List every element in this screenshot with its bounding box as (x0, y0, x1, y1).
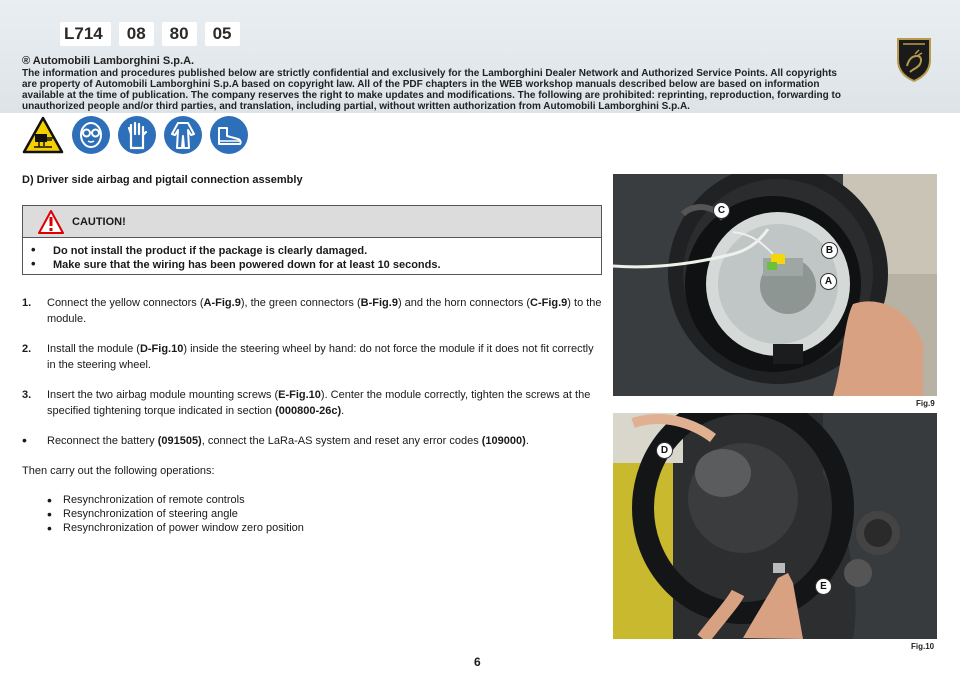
step-text (47, 387, 602, 419)
text: ), the green connectors ( (240, 297, 361, 309)
safety-glasses-icon (72, 116, 110, 154)
callout-e: E (815, 578, 832, 595)
figure-reference: E-Fig.10 (278, 389, 321, 401)
bullet: • (47, 492, 52, 508)
procedure-steps (22, 295, 602, 535)
gloves-icon (118, 116, 156, 154)
step-text (47, 433, 602, 449)
callout-b: B (821, 242, 838, 259)
exclamation-warning-icon (38, 210, 64, 234)
company-name: ® Automobili Lamborghini S.p.A. (22, 55, 195, 67)
operations-intro: Then carry out the following operations: (22, 465, 215, 477)
text: Insert the two airbag module mounting screws ( (47, 389, 279, 401)
figure-9-photo (613, 174, 937, 396)
overalls-icon (164, 116, 202, 154)
figure-10-label: Fig.10 (911, 642, 935, 651)
operation-text: Resynchronization of remote controls (63, 494, 245, 506)
subgroup-code: 80 (162, 22, 197, 46)
figure-10-photo (613, 413, 937, 639)
step-2 (22, 341, 602, 373)
section-reference: (000800-26c) (275, 405, 342, 417)
copyright-notice (22, 56, 842, 112)
callout-a: A (820, 273, 837, 290)
text: ) and the horn connectors ( (397, 297, 531, 309)
safety-shoes-icon (210, 116, 248, 154)
text: ). Center the module correctly, tighten the screws at the specified tightening torque indicated in section (47, 389, 591, 417)
lamborghini-logo-icon (895, 36, 933, 82)
callout-c: C (713, 202, 730, 219)
text: ) to the module. (47, 297, 602, 325)
operation-item (47, 507, 602, 521)
text: Reconnect the battery (47, 435, 158, 447)
battery-step (22, 433, 602, 449)
figure-reference: D-Fig.10 (139, 343, 184, 355)
caution-list (23, 244, 601, 272)
bullet: • (22, 432, 27, 448)
disclaimer-text: The information and procedures published below are strictly confidential and exclusively for the Lamborghini Dealer Network and Authorized Service Points. All copyrights are property of Automobili Lamborghini S.p.A based on copyright law. All of the PDF chapters in the WEB workshop manuals described below are based on information available at the time of publication. The company reserves the right to make updates and modifications. The following are prohibited: reprinting, reproduction, forwarding to unauthorized people and/or third parties, and translation, including partial, without written authorization from Automobili Lamborghini S.p.A. (22, 68, 841, 112)
step-text (47, 295, 602, 327)
text: . (525, 435, 529, 447)
figure-9-label: Fig.9 (916, 399, 935, 408)
section-reference: (109000) (481, 435, 526, 447)
section-reference: (091505) (157, 435, 202, 447)
figure-reference: A-Fig.9 (203, 297, 241, 309)
bullet: • (47, 520, 52, 536)
operation-text: Resynchronization of steering angle (63, 508, 238, 520)
bullet: • (47, 506, 52, 522)
operation-text: Resynchronization of power window zero position (63, 522, 304, 534)
caution-box (22, 205, 602, 275)
step-3 (22, 387, 602, 419)
text: Install the module ( (47, 343, 140, 355)
caution-item: • Do not install the product if the package is clearly damaged. (53, 244, 601, 258)
document-code (60, 22, 248, 46)
operation-item (47, 493, 602, 507)
electrical-hazard-warning-icon (22, 116, 64, 154)
step-number: 1. (22, 297, 32, 309)
operations-list (22, 493, 602, 535)
text: . (341, 405, 345, 417)
step-1 (22, 295, 602, 327)
step-number: 2. (22, 343, 32, 355)
ppe-icons (22, 116, 248, 154)
model-code: L714 (60, 22, 111, 46)
page-number: 6 (474, 655, 481, 669)
caution-header (23, 206, 601, 238)
caution-title: CAUTION! (72, 215, 126, 228)
section-code: 05 (205, 22, 240, 46)
group-code: 08 (119, 22, 154, 46)
text: , connect the LaRa-AS system and reset any error codes (201, 435, 482, 447)
caution-item: • Make sure that the wiring has been powered down for at least 10 seconds. (53, 258, 601, 272)
section-title: D) Driver side airbag and pigtail connection assembly (22, 174, 303, 186)
callout-d: D (656, 442, 673, 459)
step-number: 3. (22, 389, 32, 401)
operation-item (47, 521, 602, 535)
text: ) inside the steering wheel by hand: do not force the module if it does not fit correctly in the steering wheel. (47, 343, 594, 371)
figure-reference: C-Fig.9 (530, 297, 568, 309)
text: Connect the yellow connectors ( (47, 297, 204, 309)
step-text (47, 341, 602, 373)
figure-reference: B-Fig.9 (360, 297, 398, 309)
